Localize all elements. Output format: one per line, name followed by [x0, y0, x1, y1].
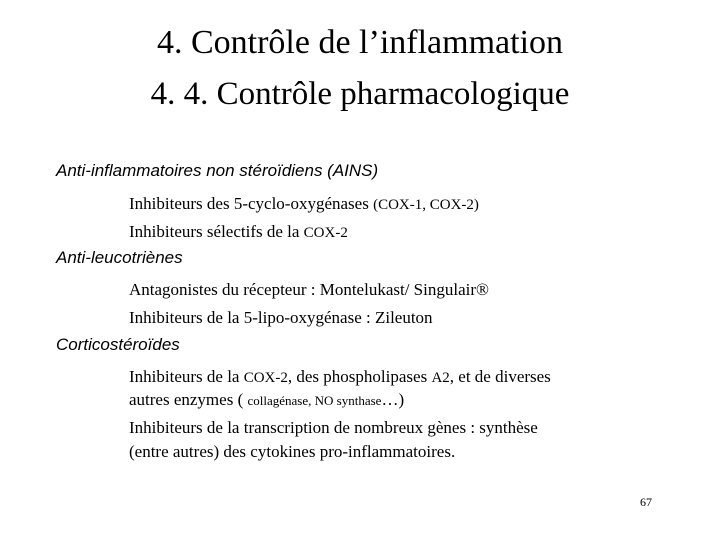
item-text-small: A2: [431, 370, 450, 386]
slide-title-main: 4. Contrôle de l’inflammation: [156, 24, 564, 61]
item-text: …): [381, 390, 405, 409]
list-item: (entre autres) des cytokines pro-inflammatoires.: [129, 442, 456, 461]
list-item: [129, 195, 479, 213]
list-item: Antagonistes du récepteur : Montelukast/ Singulair®: [129, 280, 489, 299]
item-text: , des phospholipases: [287, 367, 432, 386]
item-text: autres enzymes (: [129, 390, 248, 409]
item-text-small: COX-2: [243, 370, 288, 386]
item-text-tiny: synthase: [333, 393, 382, 408]
page-number: 67: [640, 495, 652, 509]
item-text: Inhibiteurs des 5-cyclo-oxygénases: [129, 194, 374, 213]
item-text-small: COX-2: [303, 225, 348, 241]
item-text-small: (COX-1, COX-2): [373, 197, 479, 213]
list-item: [129, 223, 348, 241]
item-text: , et de diverses: [449, 367, 551, 386]
item-text-tiny: NO: [314, 393, 334, 408]
section-heading-anti-leucotrienes: Anti-leucotriènes: [56, 248, 183, 267]
item-text: Inhibiteurs de la: [129, 367, 244, 386]
slide-title-sub: 4. 4. Contrôle pharmacologique: [150, 76, 570, 112]
section-heading-corticosteroides: Corticostéroïdes: [56, 335, 180, 354]
item-text: Inhibiteurs sélectifs de la: [129, 222, 304, 241]
section-heading-ains: Anti-inflammatoires non stéroïdiens (AINS): [56, 161, 379, 180]
item-text-tiny: collagénase,: [247, 393, 315, 408]
list-item: Inhibiteurs de la transcription de nombreux gènes : synthèse: [129, 418, 538, 437]
list-item: Inhibiteurs de la 5-lipo-oxygénase : Zileuton: [129, 308, 433, 327]
list-item: [129, 368, 551, 386]
list-item: [129, 391, 404, 408]
